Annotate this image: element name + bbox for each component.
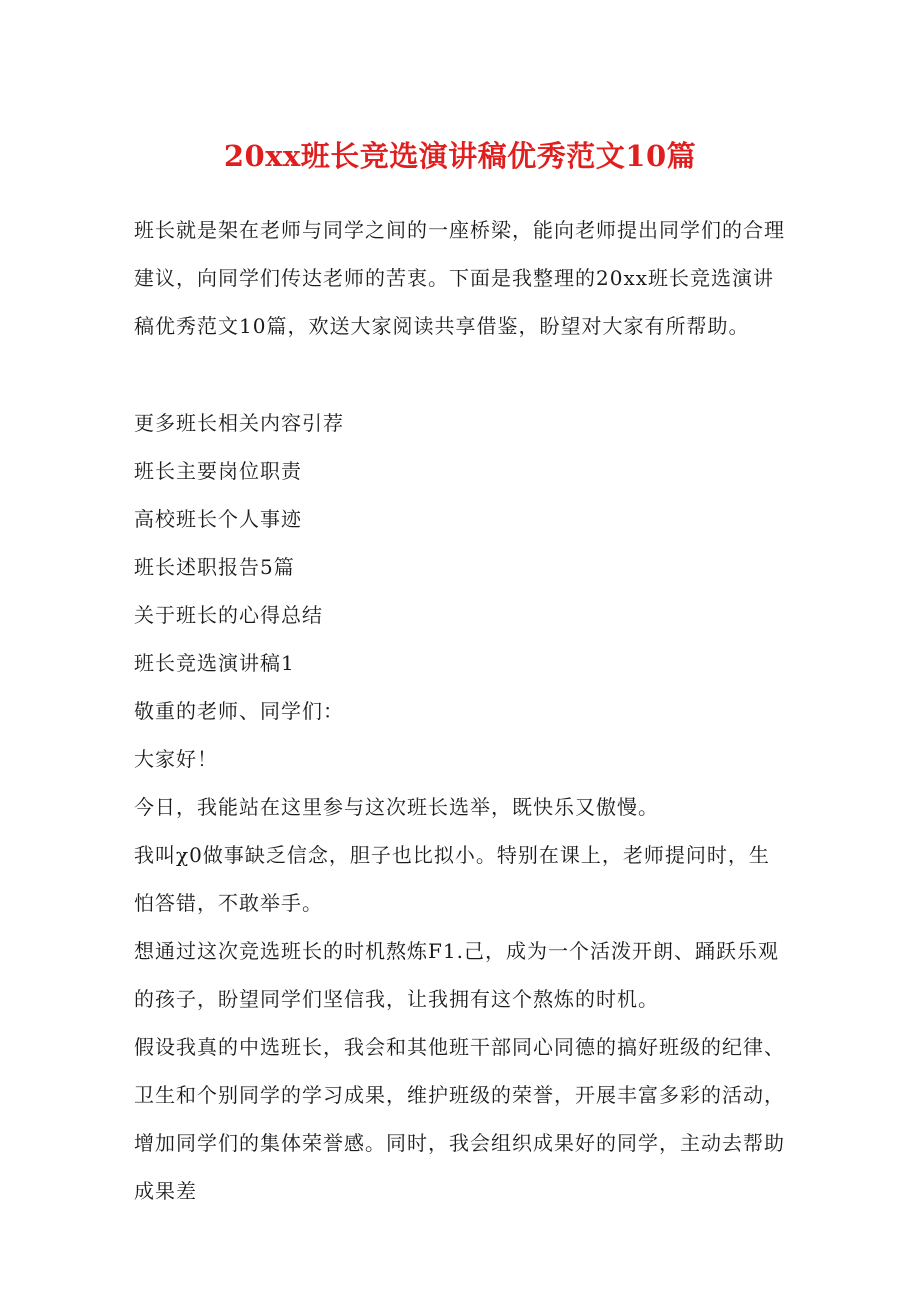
speech-content bbox=[134, 639, 786, 1215]
speech-paragraph: 我叫χ0做事缺乏信念，胆子也比拟小。特别在课上，老师提问时，生怕答错，不敢举手。 bbox=[134, 843, 770, 915]
related-item-report: 班长述职报告5篇 bbox=[134, 555, 295, 579]
speech-paragraph: 今日，我能站在这里参与这次班长选举，既快乐又傲慢。 bbox=[134, 795, 659, 819]
speech-paragraph: 敬重的老师、同学们： bbox=[134, 699, 344, 723]
document-title: 20xx班长竞选演讲稿优秀范文10篇 bbox=[223, 139, 697, 173]
section-heading: 班长竞选演讲稿1 bbox=[134, 651, 295, 675]
speech-paragraph: 想通过这次竞选班长的时机熬炼F1.己，成为一个活泼开朗、踊跃乐观的孩子，盼望同学们坚信我，让我拥有这个熬炼的时机。 bbox=[134, 939, 779, 1011]
related-item-duties: 班长主要岗位职责 bbox=[134, 459, 302, 483]
related-links-list bbox=[134, 399, 786, 639]
related-item-summary: 关于班长的心得总结 bbox=[134, 603, 323, 627]
speech-paragraph: 假设我真的中选班长，我会和其他班干部同心同德的搞好班级的纪律、卫生和个别同学的学习成果，维护班级的荣誉，开展丰富多彩的活动，增加同学们的集体荣誉感。同时，我会组织成果好的同学，主动去帮助成果差 bbox=[134, 1035, 785, 1203]
intro-paragraph: 班长就是架在老师与同学之间的一座桥梁，能向老师提出同学们的合理建议，向同学们传达老师的苦衷。下面是我整理的20xx班长竞选演讲稿优秀范文10篇，欢送大家阅读共享借鉴，盼望对大家有所帮助。 bbox=[134, 218, 785, 338]
related-item-more: 更多班长相关内容引荐 bbox=[134, 411, 344, 435]
speech-paragraph: 大家好！ bbox=[134, 747, 218, 771]
related-item-deeds: 高校班长个人事迹 bbox=[134, 507, 302, 531]
